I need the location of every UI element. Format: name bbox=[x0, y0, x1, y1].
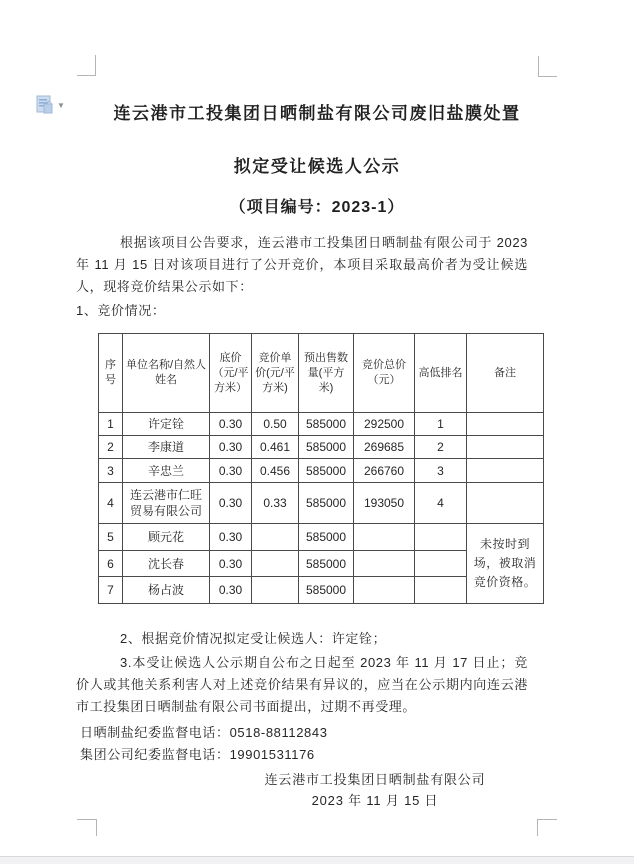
table-row bbox=[99, 524, 544, 551]
table-row bbox=[99, 413, 544, 436]
table-cell: 585000 bbox=[299, 551, 354, 577]
item2-candidate: 2、根据竞价情况拟定受让候选人：许定铨； bbox=[120, 631, 387, 646]
table-header-cell: 单位名称/自然人姓名 bbox=[123, 334, 210, 413]
table-cell: 0.461 bbox=[252, 436, 299, 459]
table-header-cell: 备注 bbox=[467, 334, 544, 413]
table-cell: 3 bbox=[99, 459, 123, 483]
table-cell: 3 bbox=[415, 459, 467, 483]
table-header-cell: 预出售数量(平方米) bbox=[299, 334, 354, 413]
table-cell: 585000 bbox=[299, 577, 354, 604]
table-cell: 杨占波 bbox=[123, 577, 210, 604]
dropdown-arrow-icon: ▼ bbox=[57, 101, 65, 110]
crop-mark-bottom-right bbox=[537, 819, 557, 836]
table-cell: 6 bbox=[99, 551, 123, 577]
table-cell-remark bbox=[467, 436, 544, 459]
table-cell: 1 bbox=[99, 413, 123, 436]
table-cell: 7 bbox=[99, 577, 123, 604]
table-cell: 269685 bbox=[354, 436, 415, 459]
table-cell bbox=[354, 551, 415, 577]
table-cell: 辛忠兰 bbox=[123, 459, 210, 483]
table-header-row bbox=[99, 334, 544, 413]
table-cell: 顾元花 bbox=[123, 524, 210, 551]
table-cell-remark bbox=[467, 483, 544, 524]
table-cell: 2 bbox=[415, 436, 467, 459]
table-row bbox=[99, 459, 544, 483]
table-cell: 4 bbox=[415, 483, 467, 524]
table-cell: 5 bbox=[99, 524, 123, 551]
table-cell: 585000 bbox=[299, 459, 354, 483]
table-cell: 292500 bbox=[354, 413, 415, 436]
table-cell: 585000 bbox=[299, 524, 354, 551]
table-cell: 1 bbox=[415, 413, 467, 436]
table-cell: 585000 bbox=[299, 413, 354, 436]
table-row bbox=[99, 483, 544, 524]
table-cell: 0.30 bbox=[210, 436, 252, 459]
table-header-cell: 序号 bbox=[99, 334, 123, 413]
project-number: （项目编号：2023-1） bbox=[229, 199, 405, 216]
table-cell bbox=[354, 577, 415, 604]
table-cell bbox=[354, 524, 415, 551]
table-cell: 2 bbox=[99, 436, 123, 459]
table-cell: 4 bbox=[99, 483, 123, 524]
table-cell: 0.30 bbox=[210, 551, 252, 577]
crop-mark-top-left bbox=[77, 55, 96, 76]
table-cell-remark-merged: 未按时到场，被取消竞价资格。 bbox=[467, 524, 544, 604]
table-header-cell: 竞价单价(元/平方米) bbox=[252, 334, 299, 413]
intro-paragraph: 根据该项目公告要求，连云港市工投集团日晒制盐有限公司于 2023 年 11 月 15 日对该项目进行了公开竞价，本项目采取最高价者为受让候选人，现将竞价结果公示如下： bbox=[76, 235, 528, 294]
table-header-cell: 竞价总价（元） bbox=[354, 334, 415, 413]
table-cell-remark bbox=[467, 459, 544, 483]
signature-date: 2023 年 11 月 15 日 bbox=[311, 793, 439, 808]
table-cell: 0.30 bbox=[210, 483, 252, 524]
table-cell: 许定铨 bbox=[123, 413, 210, 436]
table-cell: 0.30 bbox=[210, 524, 252, 551]
table-cell: 李康道 bbox=[123, 436, 210, 459]
table-cell bbox=[252, 524, 299, 551]
table-cell: 0.30 bbox=[210, 459, 252, 483]
table-header-cell: 高低排名 bbox=[415, 334, 467, 413]
table-cell bbox=[252, 577, 299, 604]
page-title-line2: 拟定受让候选人公示 bbox=[233, 157, 401, 176]
table-cell bbox=[415, 577, 467, 604]
bid-table bbox=[98, 333, 544, 604]
table-cell: 0.456 bbox=[252, 459, 299, 483]
table-cell-remark bbox=[467, 413, 544, 436]
item3-publicity-period: 3.本受让候选人公示期自公布之日起至 2023 年 11 月 17 日止；竞价人或其他关系利害人对上述竞价结果有异议的，应当在公示期内向连云港市工投集团日晒制盐有限公司书面提出，过期不再受理。 bbox=[76, 655, 528, 714]
table-cell bbox=[415, 524, 467, 551]
table-cell: 0.33 bbox=[252, 483, 299, 524]
table-cell: 连云港市仁旺贸易有限公司 bbox=[123, 483, 210, 524]
crop-mark-bottom-left bbox=[77, 819, 97, 836]
table-row bbox=[99, 436, 544, 459]
table-cell: 585000 bbox=[299, 483, 354, 524]
table-cell: 266760 bbox=[354, 459, 415, 483]
table-cell: 0.30 bbox=[210, 413, 252, 436]
table-cell: 193050 bbox=[354, 483, 415, 524]
table-cell: 0.50 bbox=[252, 413, 299, 436]
supervision-phone2: 集团公司纪委监督电话：19901531176 bbox=[80, 747, 315, 762]
table-cell: 0.30 bbox=[210, 577, 252, 604]
table-cell bbox=[415, 551, 467, 577]
crop-mark-top-right bbox=[538, 56, 557, 77]
table-cell: 沈长春 bbox=[123, 551, 210, 577]
table-cell: 585000 bbox=[299, 436, 354, 459]
supervision-phone1: 日晒制盐纪委监督电话：0518-88112843 bbox=[80, 725, 328, 740]
table-cell bbox=[252, 551, 299, 577]
section1-heading: 1、竞价情况： bbox=[76, 303, 166, 318]
signature-company: 连云港市工投集团日晒制盐有限公司 bbox=[264, 772, 486, 787]
view-bottom-edge bbox=[0, 856, 634, 864]
table-header-cell: 底价（元/平方米） bbox=[210, 334, 252, 413]
page-title-line1: 连云港市工投集团日晒制盐有限公司废旧盐膜处置 bbox=[113, 104, 521, 123]
